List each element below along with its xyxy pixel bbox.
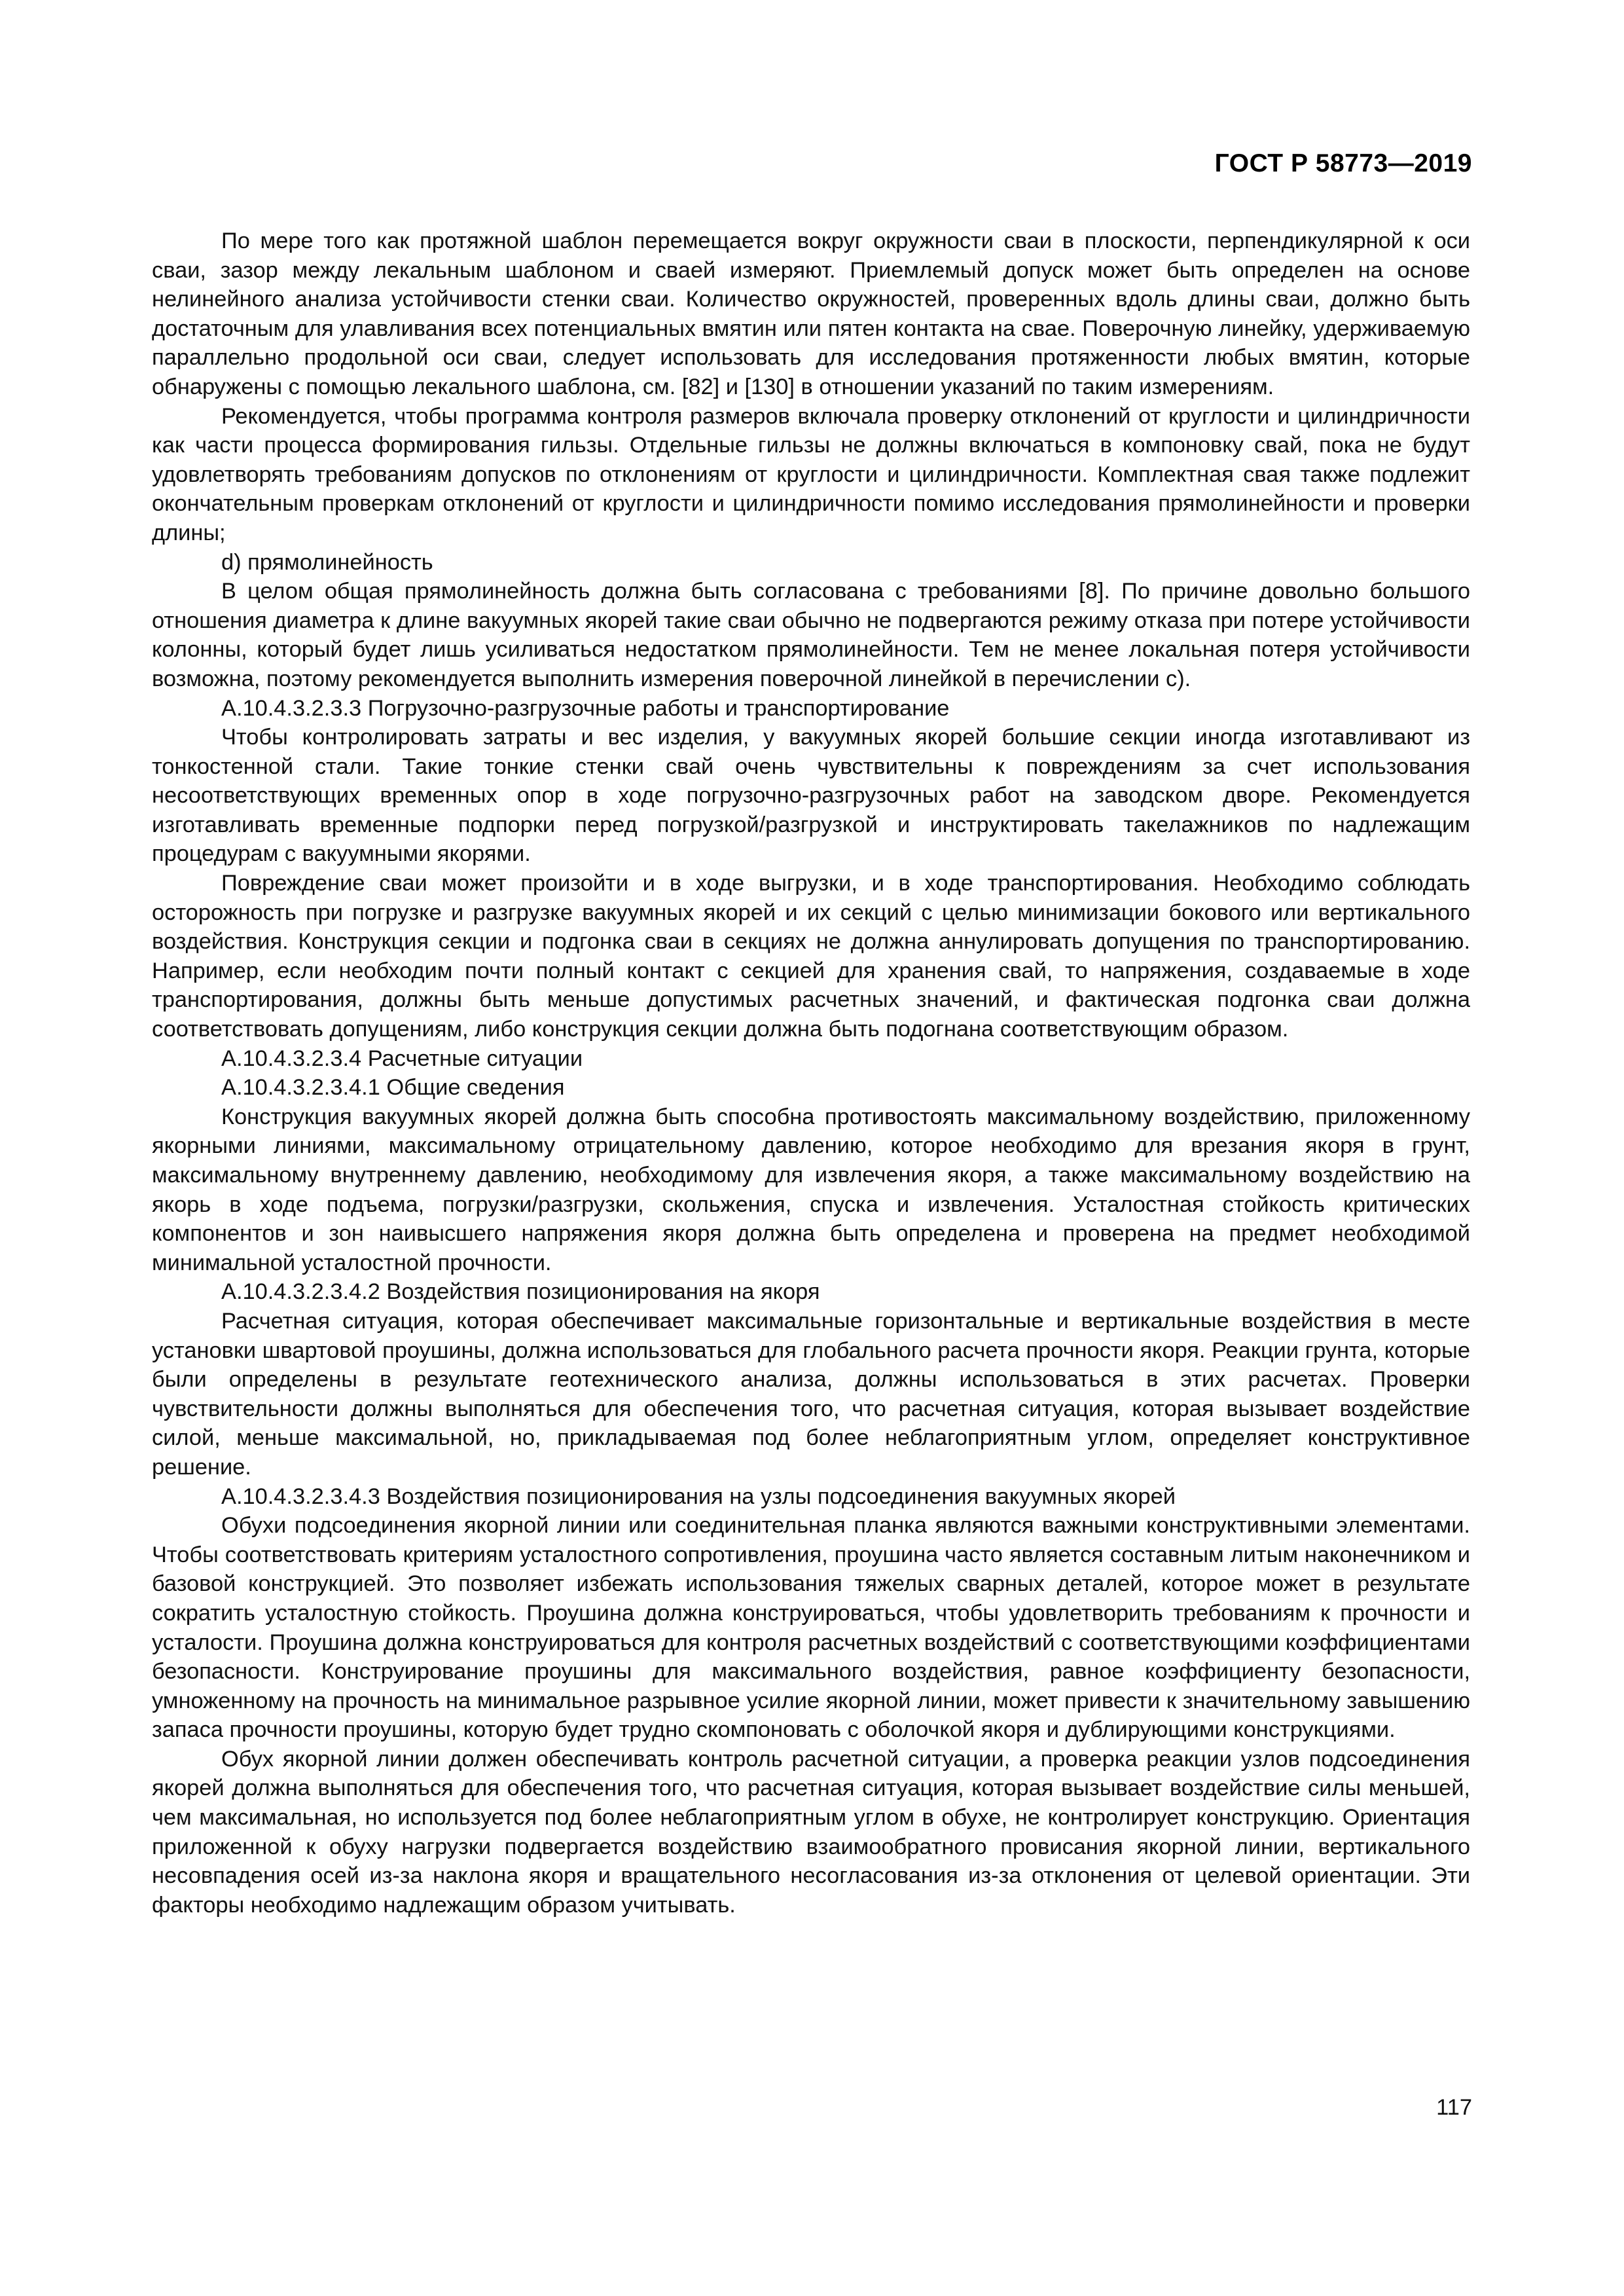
- paragraph: В целом общая прямолинейность должна быть согласована с требованиями [8]. По причине довольно большого отношения диаметра к длине вакуумных якорей такие сваи обычно не подвергаются режиму отказа при потере устойчивости колонны, который будет лишь усиливаться недостатком прямолинейности. Тем не менее локальная потеря устойчивости возможна, поэтому рекомендуется выполнить измерения поверочной линейкой в перечислении с).: [152, 579, 1470, 691]
- section-heading: А.10.4.3.2.3.4 Расчетные ситуации: [221, 1046, 583, 1071]
- paragraph: Повреждение сваи может произойти и в ходе выгрузки, и в ходе транспортирования. Необходимо соблюдать осторожность при погрузке и разгрузке вакуумных якорей и их секций с целью минимизации бокового или вертикального воздействия. Конструкция секции и подгонка сваи в секциях не должна аннулировать допущения по транспортированию. Например, если необходим почти полный контакт с секцией для хранения свай, то напряжения, создаваемые в ходе транспортирования, должны быть меньше допустимых расчетных значений, и фактическая подгонка сваи должна соответствовать допущениям, либо конструкция секции должна быть подогнана соответствующим образом.: [152, 871, 1470, 1042]
- paragraph: Конструкция вакуумных якорей должна быть способна противостоять максимальному воздействию, приложенному якорными линиями, максимальному отрицательному давлению, которое необходимо для врезания якоря в грунт, максимальному внутреннему давлению, необходимому для извлечения якоря, а также максимальному воздействию на якорь в ходе подъема, погрузки/разгрузки, скольжения, спуска и извлечения. Усталостная стойкость критических компонентов и зон наивысшего напряжения якоря должна быть определена и проверена на предмет необходимой минимальной усталостной прочности.: [152, 1104, 1470, 1275]
- page-number: 117: [1436, 2095, 1472, 2120]
- paragraph: Рекомендуется, чтобы программа контроля размеров включала проверку отклонений от круглости и цилиндричности как части процесса формирования гильзы. Отдельные гильзы не должны включаться в компоновку свай, пока не будут удовлетворять требованиям допусков по отклонениям от круглости и цилиндричности. Комплектная свая также подлежит окончательным проверкам отклонений от круглости и цилиндричности помимо исследования прямолинейности и проверки длины;: [152, 403, 1470, 545]
- paragraph: Обух якорной линии должен обеспечивать контроль расчетной ситуации, а проверка реакции узлов подсоединения якорей должна выполняться для обеспечения того, что расчетная ситуация, которая вызывает воздействие силы меньшей, чем максимальная, но используется под более неблагоприятным углом в обухе, не контролирует конструкцию. Ориентация приложенной к обуху нагрузки подвергается воздействию взаимообратного провисания якорной линии, вертикального несовпадения осей из-за наклона якоря и вращательного несогласования из-за отклонения от целевой ориентации. Эти факторы необходимо надлежащим образом учитывать.: [152, 1746, 1470, 1918]
- standard-id-header: ГОСТ Р 58773—2019: [1214, 149, 1472, 177]
- section-heading: А.10.4.3.2.3.4.1 Общие сведения: [221, 1075, 565, 1101]
- section-heading: А.10.4.3.2.3.4.3 Воздействия позиционирования на узлы подсоединения вакуумных якорей: [221, 1484, 1176, 1509]
- section-heading: А.10.4.3.2.3.3 Погрузочно-разгрузочные работы и транспортирование: [221, 695, 950, 721]
- section-heading: А.10.4.3.2.3.4.2 Воздействия позиционирования на якоря: [221, 1279, 820, 1305]
- paragraph: По мере того как протяжной шаблон перемещается вокруг окружности сваи в плоскости, перпендикулярной к оси сваи, зазор между лекальным шаблоном и сваей измеряют. Приемлемый допуск может быть определен на основе нелинейного анализа устойчивости стенки сваи. Количество окружностей, проверенных вдоль длины сваи, должно быть достаточным для улавливания всех потенциальных вмятин или пятен контакта на свае. Поверочную линейку, удерживаемую параллельно продольной оси сваи, следует использовать для исследования протяженности любых вмятин, которые обнаружены с помощью лекального шаблона, см. [82] и [130] в отношении указаний по таким измерениям.: [152, 228, 1470, 399]
- document-body: [152, 227, 1470, 1920]
- paragraph: Расчетная ситуация, которая обеспечивает максимальные горизонтальные и вертикальные воздействия в месте установки швартовой проушины, должна использоваться для глобального расчета прочности якоря. Реакции грунта, которые были определены в результате геотехнического анализа, должны использоваться в этих расчетах. Проверки чувствительности должны выполняться для обеспечения того, что расчетная ситуация, которая вызывает воздействие силой, меньше максимальной, но, прикладываемая под более неблагоприятным углом, определяет конструктивное решение.: [152, 1308, 1470, 1480]
- paragraph: Чтобы контролировать затраты и вес изделия, у вакуумных якорей большие секции иногда изготавливают из тонкостенной стали. Такие тонкие стенки свай очень чувствительны к повреждениям за счет использования несоответствующих временных опор в ходе погрузочно-разгрузочных работ на заводском дворе. Рекомендуется изготавливать временные подпорки перед погрузкой/разгрузкой и инструктировать такелажников по надлежащим процедурам с вакуумными якорями.: [152, 725, 1470, 867]
- paragraph: Обухи подсоединения якорной линии или соединительная планка являются важными конструктивными элементами. Чтобы соответствовать критериям усталостного сопротивления, проушина часто является составным литым наконечником и базовой конструкцией. Это позволяет избежать использования тяжелых сварных деталей, которое может в результате сократить усталостную стойкость. Проушина должна конструироваться, чтобы удовлетворить требованиям к прочности и усталости. Проушина должна конструироваться для контроля расчетных воздействий с соответствующими коэффициентами безопасности. Конструирование проушины для максимального воздействия, равное коэффициенту безопасности, умноженному на прочность на минимальное разрывное усилие якорной линии, может привести к значительному завышению запаса прочности проушины, которую будет трудно скомпоновать с оболочкой якоря и дублирующими конструкциями.: [152, 1513, 1470, 1743]
- list-item-straightness: d) прямолинейность: [221, 549, 433, 575]
